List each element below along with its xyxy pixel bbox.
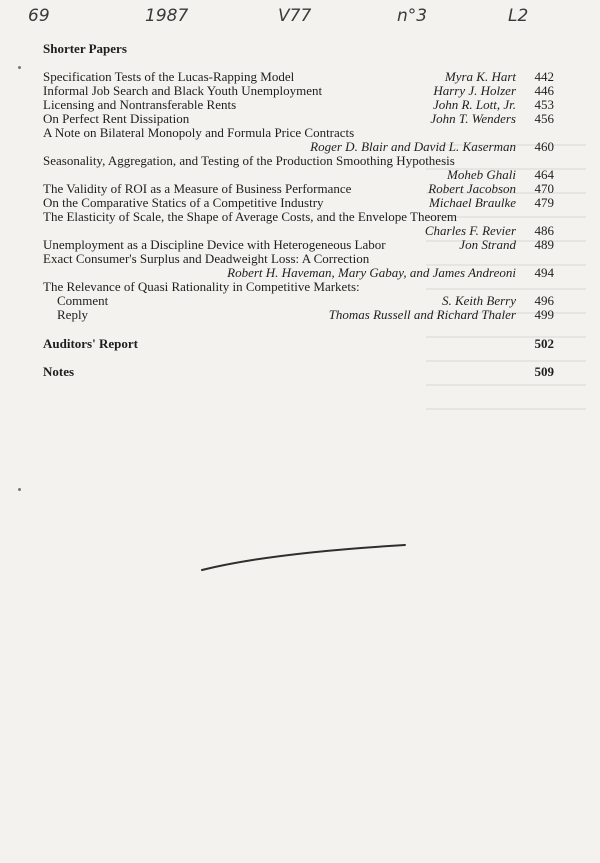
toc-section-entry bbox=[43, 365, 554, 379]
entry-title: On Perfect Rent Dissipation bbox=[43, 111, 190, 126]
entry-author: Robert H. Haveman, Mary Gabay, and James Andreoni bbox=[227, 265, 516, 280]
handwritten-note-4: n°3 bbox=[397, 6, 428, 26]
section-page: 509 bbox=[534, 364, 554, 379]
toc-entry-title-line bbox=[43, 154, 554, 168]
entry-title: On the Comparative Statics of a Competitive Industry bbox=[43, 195, 324, 210]
toc-entry-author-line bbox=[43, 224, 554, 238]
toc-entry bbox=[43, 84, 554, 98]
handwritten-note-3: V77 bbox=[278, 6, 312, 26]
entry-title: The Relevance of Quasi Rationality in Competitive Markets: bbox=[43, 279, 360, 294]
entry-page: 479 bbox=[534, 195, 554, 210]
section-title: Notes bbox=[43, 364, 75, 379]
entry-author: S. Keith Berry bbox=[441, 293, 516, 308]
entry-page: 464 bbox=[534, 167, 554, 182]
toc-section-entry bbox=[43, 337, 554, 351]
toc-entry-author-line bbox=[43, 168, 554, 182]
speck bbox=[18, 66, 21, 69]
section-title: Auditors' Report bbox=[43, 336, 138, 351]
toc-entry-title-line bbox=[43, 126, 554, 140]
toc-entry-author-line bbox=[43, 266, 554, 280]
entry-title: The Validity of ROI as a Measure of Business Performance bbox=[43, 181, 352, 196]
entry-page: 496 bbox=[534, 293, 554, 308]
entry-page: 499 bbox=[534, 307, 554, 322]
entry-title: Exact Consumer's Surplus and Deadweight Loss: A Correction bbox=[43, 251, 370, 266]
entry-author: Roger D. Blair and David L. Kaserman bbox=[310, 139, 516, 154]
entry-author: Thomas Russell and Richard Thaler bbox=[328, 307, 516, 322]
entry-title: Unemployment as a Discipline Device with Heterogeneous Labor bbox=[43, 237, 386, 252]
toc-entry-title-line bbox=[43, 210, 554, 224]
toc-entry-author-line bbox=[43, 140, 554, 154]
toc-entry bbox=[43, 70, 554, 84]
subentry-title: Reply bbox=[57, 307, 89, 322]
entry-page: 453 bbox=[534, 97, 554, 112]
entry-author: Moheb Ghali bbox=[447, 167, 516, 182]
entry-title: Licensing and Nontransferable Rents bbox=[43, 97, 237, 112]
entry-title: Specification Tests of the Lucas-Rapping Model bbox=[43, 69, 295, 84]
entry-page: 470 bbox=[534, 181, 554, 196]
toc-entry bbox=[43, 238, 554, 252]
section-heading: Shorter Papers bbox=[43, 41, 127, 56]
entry-page: 446 bbox=[534, 83, 554, 98]
toc-subentry bbox=[43, 294, 554, 308]
subentry-title: Comment bbox=[57, 293, 109, 308]
toc-subentry bbox=[43, 308, 554, 322]
entry-author: Jon Strand bbox=[459, 237, 516, 252]
pen-stroke bbox=[200, 540, 410, 580]
entry-author: Robert Jacobson bbox=[428, 181, 516, 196]
entry-title: Seasonality, Aggregation, and Testing of the Production Smoothing Hypothesis bbox=[43, 153, 455, 168]
section-page: 502 bbox=[534, 336, 554, 351]
entry-author: John R. Lott, Jr. bbox=[432, 97, 516, 112]
entry-page: 494 bbox=[534, 265, 554, 280]
toc-entry bbox=[43, 182, 554, 196]
handwritten-note-1: 69 bbox=[28, 6, 50, 26]
entry-title: The Elasticity of Scale, the Shape of Average Costs, and the Envelope Theorem bbox=[43, 209, 457, 224]
entry-page: 456 bbox=[534, 111, 554, 126]
entry-page: 489 bbox=[534, 237, 554, 252]
toc-entry bbox=[43, 98, 554, 112]
entry-title: A Note on Bilateral Monopoly and Formula Price Contracts bbox=[43, 125, 355, 140]
handwritten-note-5: L2 bbox=[508, 6, 529, 26]
handwritten-note-2: 1987 bbox=[145, 6, 189, 26]
entry-author: Charles F. Revier bbox=[424, 223, 516, 238]
toc-entry bbox=[43, 112, 554, 126]
toc-entry bbox=[43, 196, 554, 210]
speck bbox=[18, 488, 21, 491]
entry-author: Harry J. Holzer bbox=[433, 83, 516, 98]
entry-author: John T. Wenders bbox=[430, 111, 516, 126]
entry-author: Michael Braulke bbox=[429, 195, 516, 210]
toc-entry-title-line bbox=[43, 280, 554, 294]
entry-page: 442 bbox=[534, 69, 554, 84]
entry-author: Myra K. Hart bbox=[444, 69, 516, 84]
entry-page: 460 bbox=[534, 139, 554, 154]
entry-page: 486 bbox=[534, 223, 554, 238]
entry-title: Informal Job Search and Black Youth Unemployment bbox=[43, 83, 323, 98]
toc-entry-title-line bbox=[43, 252, 554, 266]
